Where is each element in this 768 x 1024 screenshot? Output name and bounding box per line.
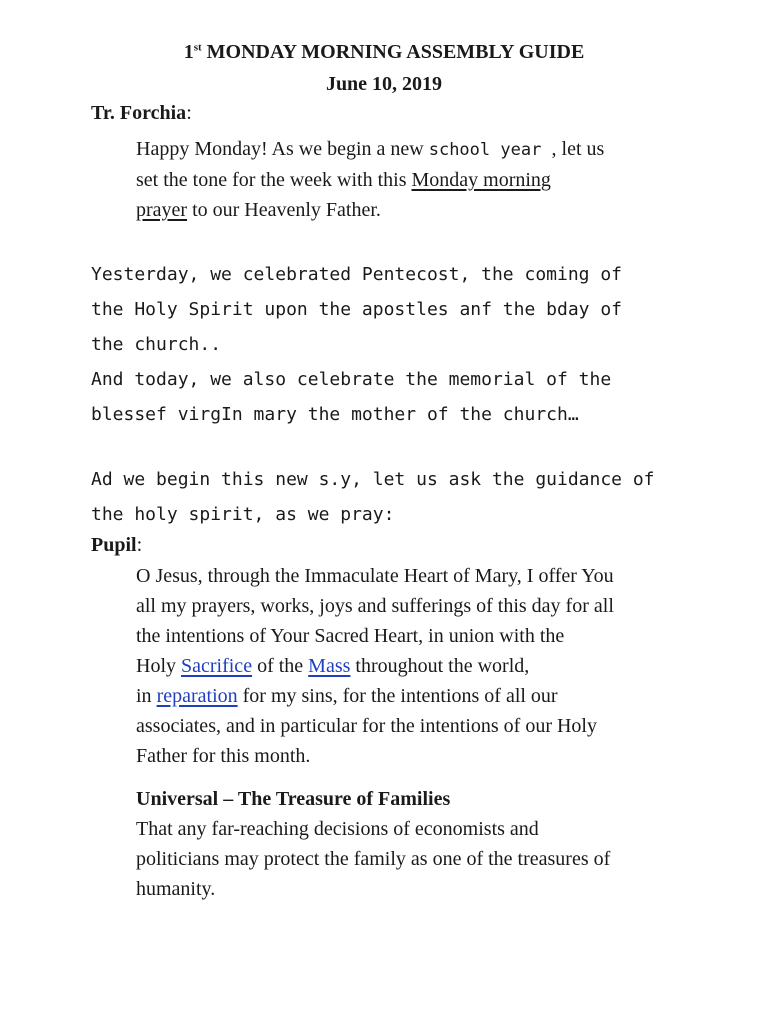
- intention-line: That any far-reaching decisions of economists and: [136, 818, 539, 840]
- text-span: set the tone for the week with this: [136, 169, 412, 191]
- text-span: in: [136, 685, 157, 707]
- prayer-line: O Jesus, through the Immaculate Heart of Mary, I offer You: [136, 565, 614, 587]
- text-span: Happy Monday! As we begin a new: [136, 138, 429, 160]
- announcement-line: the church..: [91, 334, 222, 355]
- intention-text: [136, 814, 610, 904]
- text-span-mono: school year: [428, 140, 552, 160]
- speaker-colon: :: [186, 102, 192, 124]
- speaker-teacher-name: Tr. Forchia: [91, 102, 187, 124]
- page-title: [0, 41, 768, 64]
- announcement-paragraph-1: [91, 257, 622, 432]
- text-span: to our Heavenly Father.: [187, 199, 381, 221]
- title-ordinal: 1: [183, 41, 194, 63]
- prayer-link[interactable]: prayer: [136, 199, 188, 221]
- announcement-line: blessef virgIn mary the mother of the church…: [91, 404, 579, 425]
- title-text: MONDAY MORNING ASSEMBLY GUIDE: [201, 41, 585, 63]
- sacrifice-link[interactable]: Sacrifice: [181, 655, 253, 677]
- speaker-pupil-name: Pupil: [91, 534, 137, 556]
- text-span: for my sins, for the intentions of all our: [237, 685, 558, 707]
- speaker-pupil: [91, 534, 142, 557]
- page-date: June 10, 2019: [325, 73, 443, 95]
- intention-heading: Universal – The Treasure of Families: [136, 788, 451, 810]
- announcement-line: And today, we also celebrate the memorial of the: [91, 369, 612, 390]
- text-span: Holy: [136, 655, 181, 677]
- speaker-colon: :: [136, 534, 143, 556]
- prayer-line: the intentions of Your Sacred Heart, in union with the: [136, 625, 565, 647]
- speaker-teacher: [91, 102, 192, 125]
- teacher-paragraph: [136, 134, 604, 225]
- intention-line: politicians may protect the family as one of the treasures of: [136, 848, 611, 870]
- announcement-line: Yesterday, we celebrated Pentecost, the coming of: [91, 264, 623, 285]
- prayer-line: all my prayers, works, joys and sufferings of this day for all: [136, 595, 614, 617]
- text-span: of the: [252, 655, 309, 677]
- announcement-line: the holy spirit, as we pray:: [91, 504, 395, 525]
- text-span: throughout the world,: [350, 655, 530, 677]
- prayer-line: [136, 681, 614, 711]
- mass-link[interactable]: Mass: [308, 655, 351, 677]
- announcement-paragraph-2: [91, 462, 655, 532]
- teacher-line: [136, 134, 604, 165]
- teacher-line: [136, 195, 604, 225]
- prayer-line: [136, 651, 614, 681]
- teacher-line: [136, 165, 604, 195]
- title-ordinal-suffix: st: [193, 41, 202, 54]
- reparation-link[interactable]: reparation: [156, 685, 238, 707]
- announcement-line: the Holy Spirit upon the apostles anf the bday of: [91, 299, 623, 320]
- monday-morning-prayer-link[interactable]: Monday morning: [411, 169, 551, 191]
- intention-line: humanity.: [136, 878, 216, 900]
- prayer-line: associates, and in particular for the intentions of our Holy: [136, 715, 597, 737]
- morning-offering-prayer: [136, 561, 614, 771]
- text-span: , let us: [551, 138, 605, 160]
- announcement-line: Ad we begin this new s.y, let us ask the guidance of: [91, 469, 655, 490]
- prayer-line: Father for this month.: [136, 745, 311, 767]
